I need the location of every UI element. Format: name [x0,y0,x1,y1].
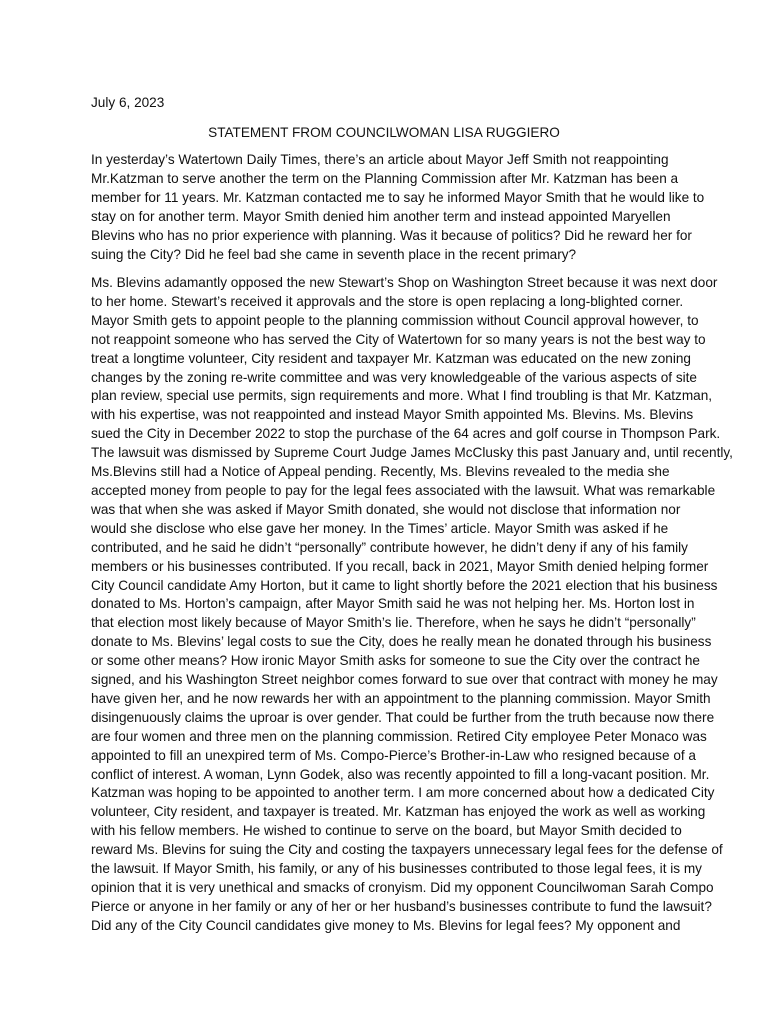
paragraph-2 [91,274,733,936]
paragraph-line: stay on for another term. Mayor Smith denied him another term and instead appointed Maryellen [91,208,671,224]
paragraph-line: reward Ms. Blevins for suing the City and costing the taxpayers unnecessary legal fees for the defense of [91,842,723,858]
paragraph-line: City Council candidate Amy Horton, but it came to light shortly before the 2021 election that his business [91,577,718,593]
paragraph-line: volunteer, City resident, and taxpayer is treated. Mr. Katzman has enjoyed the work as well as working [91,804,706,820]
paragraph-line: with his fellow members. He wished to continue to serve on the board, but Mayor Smith decided to [91,823,682,839]
paragraph-line: suing the City? Did he feel bad she came in seventh place in the recent primary? [91,246,577,262]
paragraph-line: are four women and three men on the planning commission. Retired City employee Peter Monaco was [91,728,707,744]
paragraph-line: The lawsuit was dismissed by Supreme Court Judge James McClusky this past January and, until recently, [91,445,733,461]
paragraph-line: was that when she was asked if Mayor Smith donated, she would not disclose that information nor [91,501,681,517]
paragraph-line: would she disclose who else gave her money. In the Times’ article. Mayor Smith was asked if he [91,520,669,536]
paragraph-line: Katzman was hoping to be appointed to another term. I am more concerned about how a dedicated City [91,785,715,801]
paragraph-line: conflict of interest. A woman, Lynn Godek, also was recently appointed to fill a long-vacant position. Mr. [91,766,710,782]
paragraph-line: contributed, and he said he didn’t “personally” contribute however, he didn’t deny if any of his family [91,539,688,555]
paragraph-line: Mayor Smith gets to appoint people to the planning commission without Council approval however, to [91,312,699,328]
paragraph-line: Ms. Blevins adamantly opposed the new Stewart’s Shop on Washington Street because it was next door [91,275,718,290]
paragraph-line: to her home. Stewart’s received it approvals and the store is open replacing a long-blighted corner. [91,293,684,309]
paragraph-line: member for 11 years. Mr. Katzman contacted me to say he informed Mayor Smith that he would like to [91,189,705,205]
paragraph-line: Mr.Katzman to serve another the term on the Planning Commission after Mr. Katzman has been a [91,170,679,186]
paragraph-line: with his expertise, was not reappointed and instead Mayor Smith appointed Ms. Blevins. Ms. Blevins [91,407,694,423]
paragraph-line: have given her, and he now rewards her with an appointment to the planning commission. Mayor Smith [91,690,711,706]
paragraph-line: opinion that it is very unethical and smacks of cronyism. Did my opponent Councilwoman Sarah Compo [91,880,714,895]
paragraph-line: disingenuously claims the uproar is over gender. That could be further from the truth because now there [91,709,715,725]
paragraph-line: that election most likely because of Mayor Smith’s lie. Therefore, when he says he didn’t “personally” [91,615,696,631]
paragraph-line: Pierce or anyone in her family or any of her or her husband’s businesses contribute to fund the lawsuit? [91,898,712,914]
paragraph-line: sued the City in December 2022 to stop the purchase of the 64 acres and golf course in Thompson Park. [91,426,721,442]
paragraph-line: Did any of the City Council candidates give money to Ms. Blevins for legal fees? My opponent and [91,917,681,933]
paragraph-line: or some other means? How ironic Mayor Smith asks for someone to sue the City over the contract he [91,653,700,669]
paragraph-line: donated to Ms. Horton’s campaign, after Mayor Smith said he was not helping her. Ms. Horton lost in [91,596,695,612]
paragraph-line: plan review, special use permits, sign requirements and more. What I find troubling is that Mr. Katzman, [91,388,713,404]
paragraph-line: members or his businesses contributed. If you recall, back in 2021, Mayor Smith denied helping former [91,558,709,574]
paragraph-1 [91,151,705,264]
paragraph-line: appointed to fill an unexpired term of Ms. Compo-Pierce’s Brother-in-Law who resigned because of a [91,747,696,763]
paragraph-line: treat a longtime volunteer, City resident and taxpayer Mr. Katzman was educated on the new zoning [91,350,691,366]
paragraph-line: signed, and his Washington Street neighbor comes forward to sue over that contract with money he may [91,672,718,688]
paragraph-line: In yesterday’s Watertown Daily Times, there’s an article about Mayor Jeff Smith not reappointing [91,152,669,167]
paragraph-line: not reappoint someone who has served the City of Watertown for so many years is not the best way to [91,331,706,347]
document-date: July 6, 2023 [91,95,165,110]
paragraph-line: accepted money from people to pay for the legal fees associated with the lawsuit. What was remarkable [91,482,716,498]
paragraph-line: the lawsuit. If Mayor Smith, his family, or any of his businesses contributed to those legal fees, it is my [91,861,702,877]
paragraph-line: Blevins who has no prior experience with planning. Was it because of politics? Did he reward her for [91,227,692,243]
document-title: STATEMENT FROM COUNCILWOMAN LISA RUGGIERO [208,125,560,140]
paragraph-line: donate to Ms. Blevins’ legal costs to sue the City, does he really mean he donated through his business [91,634,712,650]
paragraph-line: changes by the zoning re-write committee and was very knowledgeable of the various aspects of site [91,369,697,385]
paragraph-line: Ms.Blevins still had a Notice of Appeal pending. Recently, Ms. Blevins revealed to the media she [91,464,670,480]
